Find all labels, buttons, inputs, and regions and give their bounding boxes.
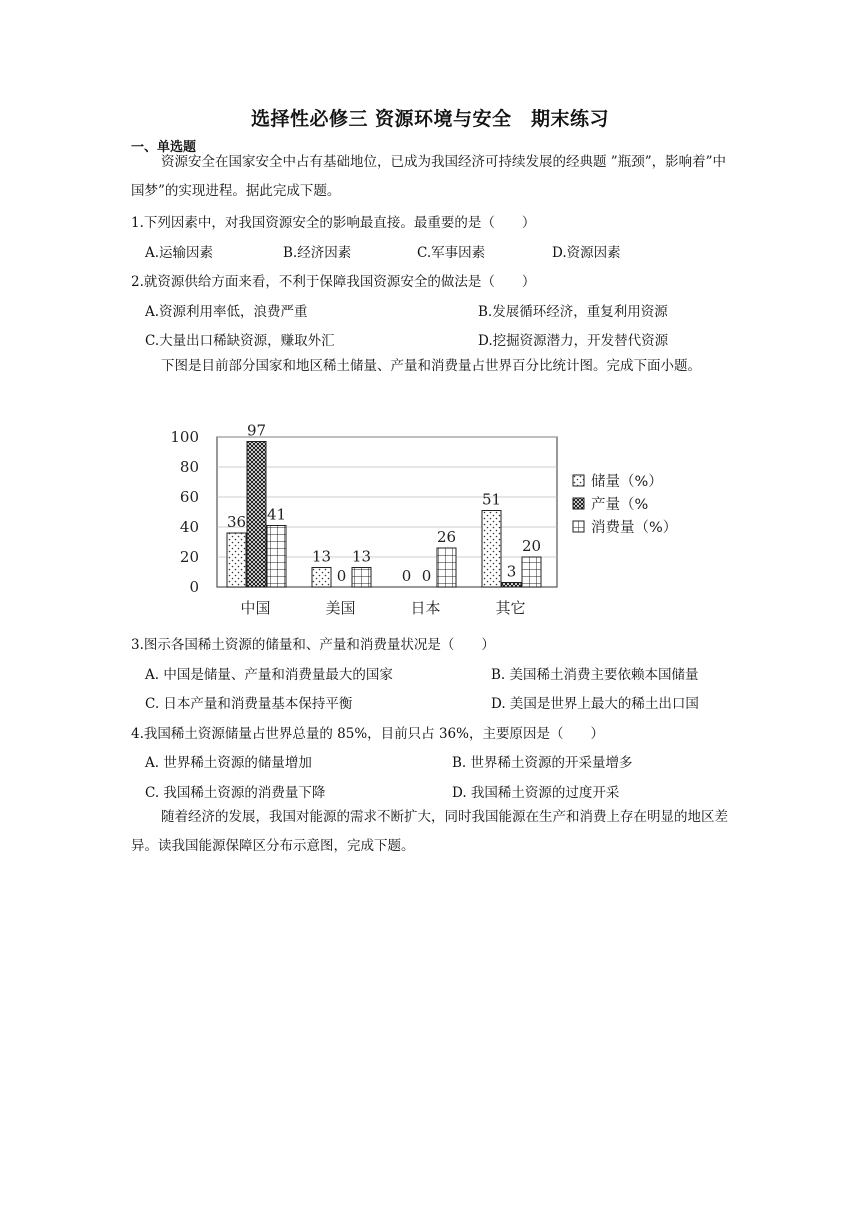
legend-swatch — [573, 521, 584, 532]
q2-option-a[interactable]: A.资源利用率低，浪费严重 — [145, 304, 308, 320]
bar — [437, 548, 456, 587]
bar — [247, 442, 266, 588]
bar — [522, 557, 541, 587]
bar-value-label: 3 — [506, 562, 517, 581]
q4-option-a[interactable]: A. 世界稀土资源的储量增加 — [145, 755, 312, 771]
bar-value-label: 13 — [351, 547, 372, 566]
q4-option-d[interactable]: D. 我国稀土资源的过度开采 — [452, 785, 620, 801]
intro-text-3: 随着经济的发展，我国对能源的需求不断扩大，同时我国能源在生产和消费上存在明显的地区差异。读我国能源保障区分布示意图，完成下题。 — [131, 809, 728, 854]
bar — [312, 568, 331, 588]
q3-option-d[interactable]: D. 美国是世界上最大的稀土出口国 — [491, 696, 699, 712]
question-1-stem: 1.下列因素中，对我国资源安全的影响最直接。最重要的是（ ） — [131, 215, 536, 231]
bar-value-label: 0 — [401, 567, 412, 585]
bar — [267, 526, 286, 588]
question-4-stem: 4.我国稀土资源储量占世界总量的 85%，目前只占 36%，主要原因是（ ） — [131, 726, 604, 742]
x-axis-ticks — [240, 599, 525, 617]
q2-option-b[interactable]: B.发展循环经济，重复利用资源 — [478, 304, 668, 320]
bar-value-label: 0 — [421, 567, 432, 585]
q3-option-a[interactable]: A. 中国是储量、产量和消费量最大的国家 — [145, 667, 393, 683]
q4-option-b[interactable]: B. 世界稀土资源的开采量增多 — [452, 755, 633, 771]
bar-value-label: 20 — [521, 537, 542, 555]
intro-paragraph-1 — [131, 148, 731, 206]
bar — [482, 511, 501, 588]
q4-option-c[interactable]: C. 我国稀土资源的消费量下降 — [145, 785, 326, 801]
bar — [227, 533, 246, 587]
q3-option-c[interactable]: C. 日本产量和消费量基本保持平衡 — [145, 696, 353, 712]
q3-option-b[interactable]: B. 美国稀土消费主要依赖本国储量 — [491, 667, 699, 683]
y-tick-label: 0 — [189, 578, 199, 596]
intro-text-2: 下图是目前部分国家和地区稀土储量、产量和消费量占世界百分比统计图。完成下面小题。 — [161, 358, 701, 374]
intro-paragraph-3 — [131, 803, 731, 861]
x-tick-label: 中国 — [240, 599, 271, 617]
bar-value-label: 97 — [246, 421, 267, 440]
legend-swatch — [573, 498, 584, 509]
legend-label: 产量（% — [591, 497, 649, 513]
legend — [573, 472, 677, 536]
bar-value-label: 26 — [436, 528, 457, 546]
x-tick-label: 其它 — [495, 599, 526, 617]
bar-value-label: 51 — [481, 490, 502, 509]
q1-option-c[interactable]: C.军事因素 — [417, 245, 486, 261]
rare-earth-bar-chart — [165, 415, 705, 625]
y-tick-label: 80 — [179, 458, 199, 476]
y-tick-label: 20 — [179, 548, 199, 566]
bar — [502, 583, 521, 588]
q1-option-b[interactable]: B.经济因素 — [283, 245, 352, 261]
x-tick-label: 美国 — [325, 599, 356, 617]
bar-value-label: 41 — [266, 505, 287, 524]
bar-value-label: 13 — [311, 547, 332, 566]
q2-option-d[interactable]: D.挖掘资源潜力，开发替代资源 — [478, 333, 669, 349]
legend-label: 消费量（%） — [591, 520, 678, 536]
y-tick-label: 40 — [179, 518, 199, 536]
q2-option-c[interactable]: C.大量出口稀缺资源，赚取外汇 — [145, 333, 335, 349]
intro-text-1: 资源安全在国家安全中占有基础地位，已成为我国经济可持续发展的经典题 ”瓶颈”，影响着”中国梦”的实现进程。据此完成下题。 — [131, 154, 726, 199]
section-heading: 一、单选题 — [131, 140, 197, 155]
legend-swatch — [573, 475, 584, 486]
x-tick-label: 日本 — [410, 599, 441, 617]
question-3-stem: 3.图示各国稀土资源的储量和、产量和消费量状况是（ ） — [131, 637, 495, 653]
page-title: 选择性必修三 资源环境与安全 期末练习 — [250, 108, 610, 130]
y-tick-label: 100 — [170, 428, 199, 446]
legend-label: 储量（%） — [591, 474, 663, 490]
bar-value-label: 36 — [226, 513, 247, 531]
y-axis-ticks — [170, 428, 199, 596]
q1-option-a[interactable]: A.运输因素 — [145, 245, 214, 261]
question-2-stem: 2.就资源供给方面来看，不利于保障我国资源安全的做法是（ ） — [131, 274, 536, 290]
y-tick-label: 60 — [179, 488, 199, 506]
bar — [352, 568, 371, 588]
intro-paragraph-2 — [131, 352, 731, 381]
bar-value-label: 0 — [336, 567, 347, 585]
q1-option-d[interactable]: D.资源因素 — [552, 245, 621, 261]
